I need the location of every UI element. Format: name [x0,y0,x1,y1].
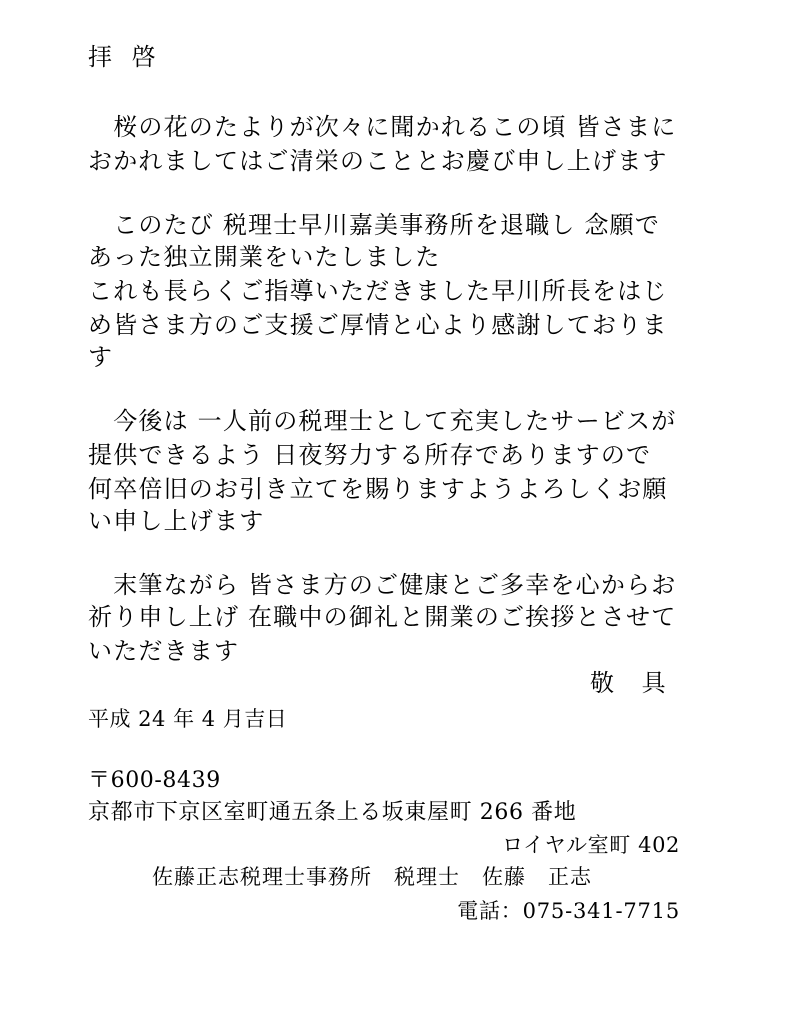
paragraph-3-line-1: 今後は 一人前の税理士として充実したサービスが [88,407,677,435]
date-line: 平成 24 年 4 月吉日 [88,707,288,731]
address-line-2: ロイヤル室町 402 [502,833,680,857]
paragraph-2-line-1: このたび 税理士早川嘉美事務所を退職し 念願で [88,211,661,239]
paragraph-4-line-2: 祈り申し上げ 在職中の御礼と開業のご挨拶とさせて [88,603,677,631]
paragraph-3-line-2: 提供できるよう 日夜努力する所存でありますので [88,441,652,469]
postal-code: 〒600-8439 [88,768,221,793]
paragraph-3-line-4: い申し上げます [88,507,265,535]
closing-salutation: 敬 具 [590,669,676,697]
office-signature: 佐藤正志税理士事務所 税理士 佐藤 正志 [152,865,592,889]
paragraph-3-line-3: 何卒倍旧のお引き立てを賜りますようよろしくお願 [88,475,668,503]
paragraph-1-line-2: おかれましてはご清栄のこととお慶び申し上げます [88,147,668,175]
phone-number: 電話：075-341-7715 [457,899,680,923]
paragraph-2-line-5: す [88,343,114,371]
paragraph-2-line-2: あった独立開業をいたしました [88,243,441,271]
paragraph-1-line-1: 桜の花のたよりが次々に聞かれるこの頃 皆さまに [88,113,677,141]
paragraph-2-line-3: これも長らくご指導いただきました早川所長をはじ [88,277,668,305]
paragraph-4-line-1: 末筆ながら 皆さま方のご健康とご多幸を心からお [88,571,677,599]
opening-salutation: 拝 啓 [88,43,162,71]
paragraph-4-line-3: いただきます [88,637,240,665]
address-line-1: 京都市下京区室町通五条上る坂東屋町 266 番地 [88,800,577,825]
paragraph-2-line-4: め皆さま方のご支援ご厚情と心より感謝しておりま [88,311,668,339]
